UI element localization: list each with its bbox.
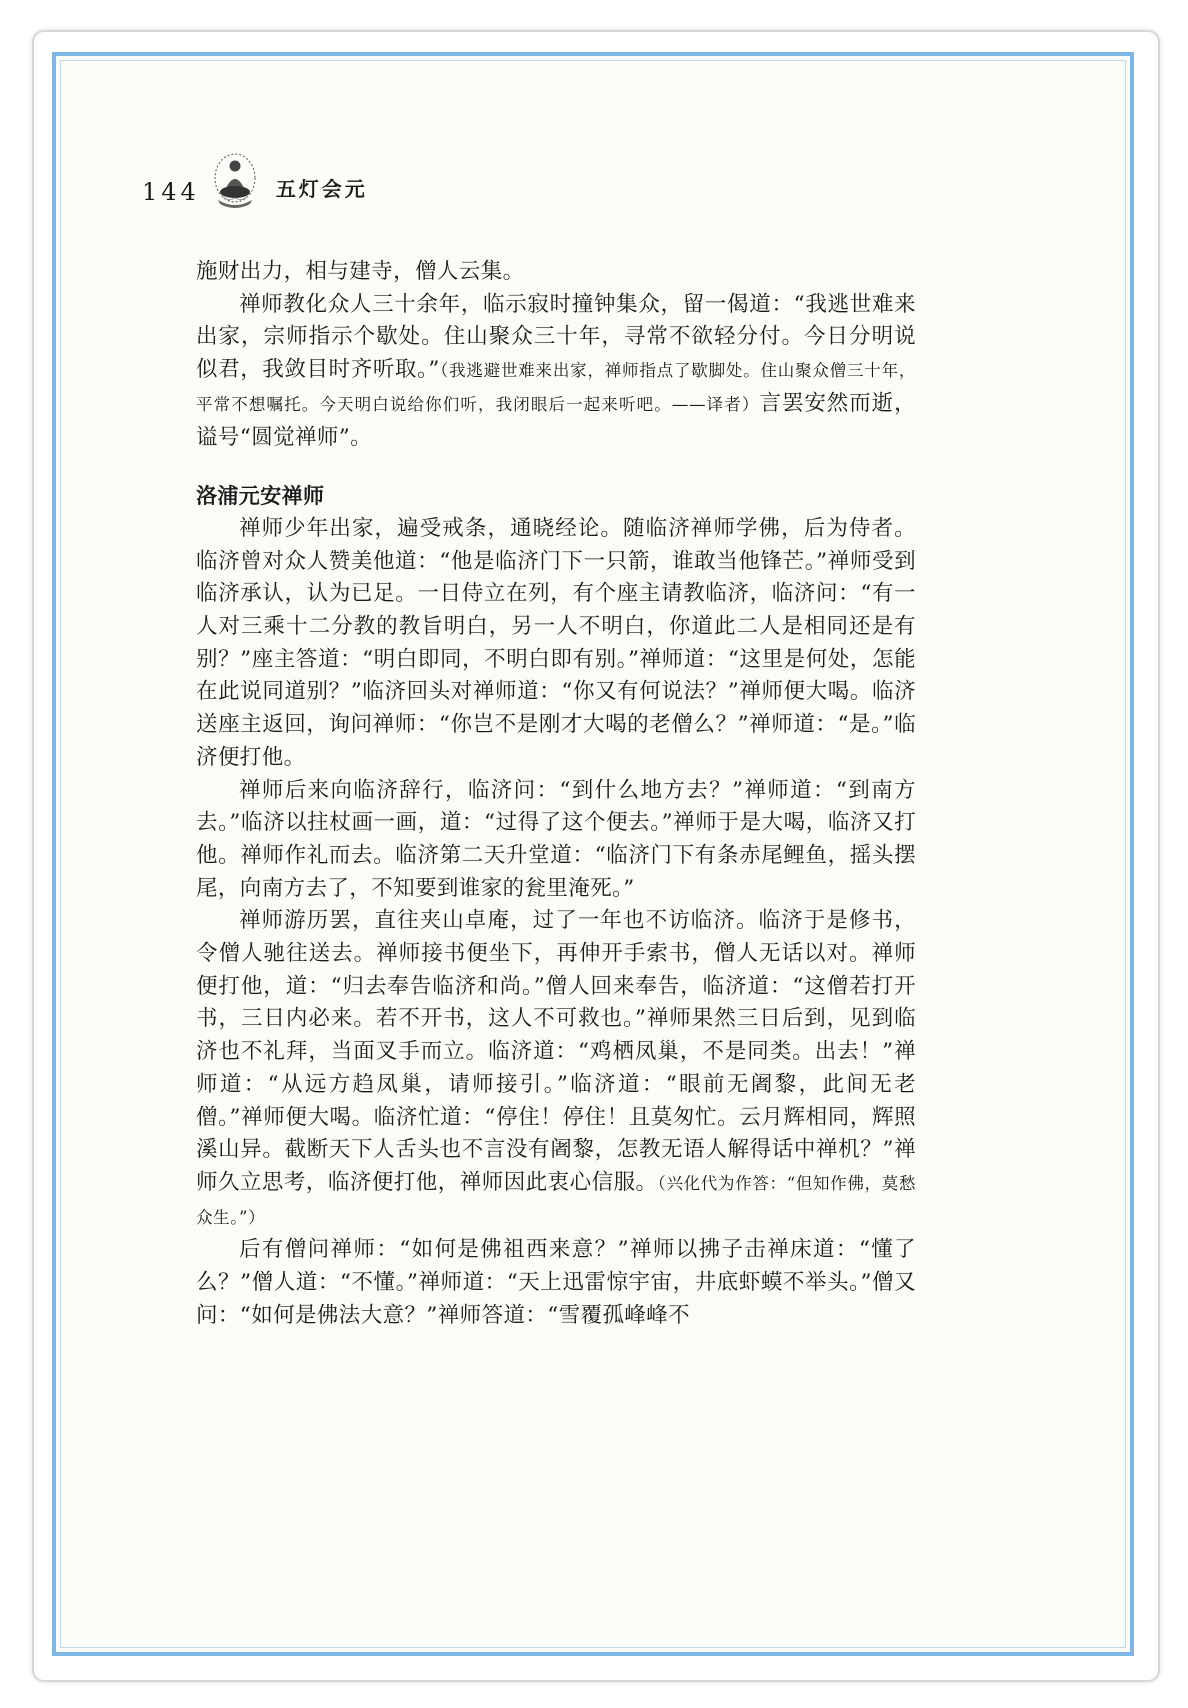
commentary-note: （兴化代为作答：“但知作佛，莫愁众生。”）	[196, 1173, 916, 1227]
paragraph: 后有僧问禅师：“如何是佛祖西来意？”禅师以拂子击禅床道：“懂了么？”僧人道：“不懂。”禅师道：“天上迅雷惊宇宙，井底虾蟆不举头。”僧又问：“如何是佛法大意？”禅师答道：“雪覆孤峰峰不	[196, 1237, 916, 1328]
paragraph	[196, 289, 916, 455]
paragraph-text: 禅师游历罢，直往夹山卓庵，过了一年也不访临济。临济于是修书，令僧人驰往送去。禅师接书便坐下，再伸开手索书，僧人无话以对。禅师便打他，道：“归去奉告临济和尚。”僧人回来奉告，临济道：“这僧若打开书，三日内必来。若不开书，这人不可救也。”禅师果然三日后到，见到临济也不礼拜，当面叉手而立。临济道：“鸡栖凤巢，不是同类。出去！”禅师道：“从远方趋凤巢，请师接引。”临济道：“眼前无阇黎，此间无老僧。”禅师便大喝。临济忙道：“停住！停住！且莫匆忙。云月辉相同，辉照溪山异。截断天下人舌头也不言没有阇黎，怎教无语人解得话中禅机？”禅师久立思考，临济便打他，禅师因此衷心信服。	[196, 908, 916, 1195]
page-number: 144	[142, 178, 200, 206]
paragraph-text: 言罢安然而逝，谥号“圆觉禅师”。	[196, 390, 916, 450]
page-header	[142, 150, 368, 210]
paragraph: 施财出力，相与建寺，僧人云集。	[196, 259, 525, 284]
body-text	[196, 256, 916, 1333]
running-title: 五灯会元	[275, 177, 368, 201]
translator-note: （我逃避世难来出家，禅师指点了歇脚处。住山聚众僧三十年，平常不想嘱托。今天明白说给你们听，我闭眼后一起来听吧。——译者）	[196, 361, 916, 414]
paragraph: 禅师少年出家，遍受戒条，通晓经论。随临济禅师学佛，后为侍者。临济曾对众人赞美他道：“他是临济门下一只箭，谁敢当他锋芒。”禅师受到临济承认，认为已足。一日侍立在列，有个座主请教临济，临济问：“有一人对三乘十二分教的教旨明白，另一人不明白，你道此二人是相同还是有别？”座主答道：“明白即同，不明白即有别。”禅师道：“这里是何处，怎能在此说同道别？”临济回头对禅师道：“你又有何说法？”禅师便大喝。临济送座主返回，询问禅师：“你岂不是刚才大喝的老僧么？”禅师道：“是。”临济便打他。	[196, 515, 916, 770]
paragraph-text: 禅师教化众人三十余年，临示寂时撞钟集众，留一偈道：“我逃世难来出家，宗师指示个歇处。住山聚众三十年，寻常不欲轻分付。今日分明说似君，我敛目时齐听取。”	[196, 291, 916, 383]
section-title: 洛浦元安禅师	[196, 484, 325, 509]
paragraph: 禅师后来向临济辞行，临济问：“到什么地方去？”禅师道：“到南方去。”临济以拄杖画一画，道：“过得了这个便去。”禅师于是大喝，临济又打他。禅师作礼而去。临济第二天升堂道：“临济门下有条赤尾鲤鱼，摇头摆尾，向南方去了，不知要到谁家的瓮里淹死。”	[196, 777, 916, 901]
buddha-icon	[210, 152, 260, 210]
paragraph	[196, 905, 916, 1234]
